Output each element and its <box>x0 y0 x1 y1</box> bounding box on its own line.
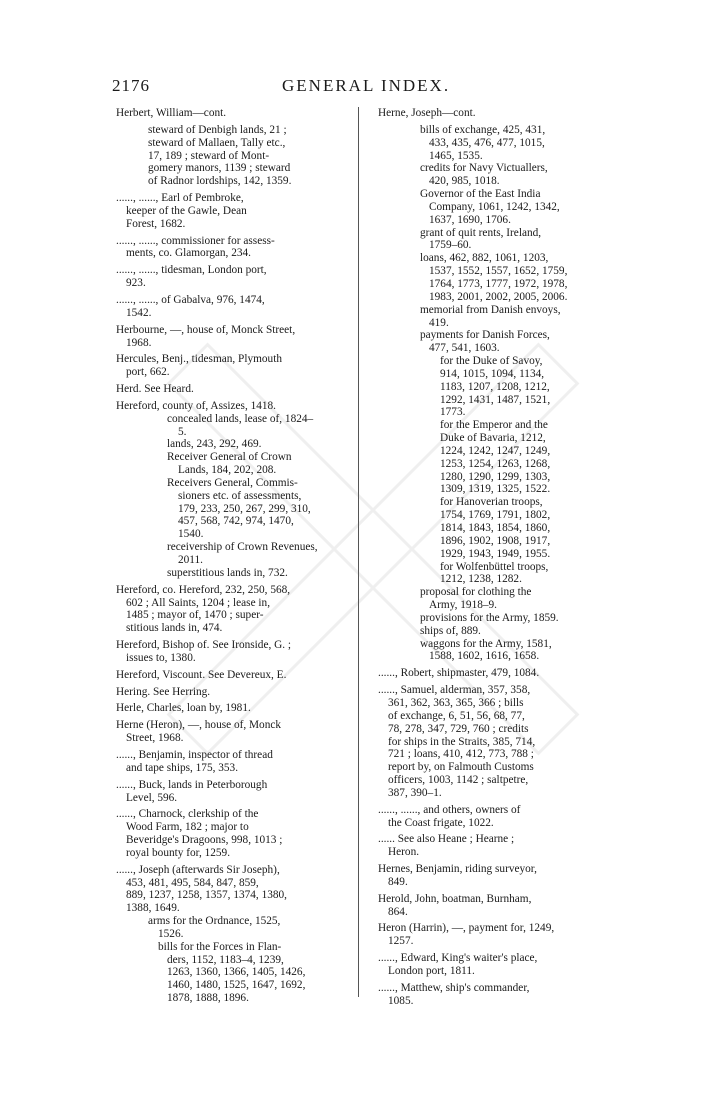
index-entry-line: 1292, 1431, 1487, 1521, <box>440 393 551 406</box>
index-entry-line: 889, 1237, 1258, 1357, 1374, 1380, <box>126 889 287 902</box>
index-entry <box>378 833 611 859</box>
index-entry-heading: Hereford, county of, Assizes, 1418. <box>116 399 277 412</box>
index-entry-line: for Wolfenbüttel troops, <box>440 560 549 573</box>
index-entry-line: and tape ships, 175, 353. <box>126 761 239 774</box>
index-entry <box>116 107 350 120</box>
index-entry-line: 1526. <box>158 927 184 940</box>
index-entry-heading: Heron (Harrin), —, payment for, 1249, <box>378 922 555 935</box>
index-entry-line: proposal for clothing the <box>420 586 532 599</box>
index-entry-line: 1773. <box>440 406 466 419</box>
index-entry-line: 1759–60. <box>429 239 472 252</box>
index-entry <box>116 749 350 775</box>
index-entry-line: 420, 985, 1018. <box>429 175 500 188</box>
index-entry <box>116 400 350 580</box>
index-entry-heading: ......, Benjamin, inspector of thread <box>116 748 273 761</box>
index-entry-line: royal bounty for, 1259. <box>126 846 231 859</box>
index-entry-line: 1540. <box>178 528 204 541</box>
index-entry <box>378 893 611 919</box>
index-entry <box>116 808 350 859</box>
index-entry-line: arms for the Ordnance, 1525, <box>148 915 281 928</box>
index-entry-heading: ......, Samuel, alderman, 357, 358, <box>378 684 531 697</box>
index-entry-line: grant of quit rents, Ireland, <box>420 226 542 239</box>
index-entry-line: 1257. <box>388 935 414 948</box>
index-entry-line: Street, 1968. <box>126 732 184 745</box>
index-entry-line: officers, 1003, 1142 ; saltpetre, <box>388 774 529 787</box>
index-entry-line: Company, 1061, 1242, 1342, <box>429 200 560 213</box>
index-entry-line: the Coast frigate, 1022. <box>388 816 494 829</box>
index-entry-line: 1224, 1242, 1247, 1249, <box>440 444 551 457</box>
index-entry-line: 1764, 1773, 1777, 1972, 1978, <box>429 277 568 290</box>
index-entry <box>116 294 350 320</box>
index-entry-line: memorial from Danish envoys, <box>420 303 561 316</box>
index-entry-line: of Radnor lordships, 142, 1359. <box>148 175 292 188</box>
index-entry-line: port, 662. <box>126 366 170 379</box>
index-entry-line: 1485 ; mayor of, 1470 ; super- <box>126 609 264 622</box>
index-entry-line: 2011. <box>178 554 203 566</box>
index-entry-line: 1929, 1943, 1949, 1955. <box>440 547 551 560</box>
index-entry-heading: Herold, John, boatman, Burnham, <box>378 892 532 905</box>
index-entry-line: Army, 1918–9. <box>429 599 497 612</box>
index-entry-line: Beveridge's Dragoons, 998, 1013 ; <box>126 834 283 847</box>
running-title: GENERAL INDEX. <box>282 76 451 95</box>
index-entry-heading: ...... See also Heane ; Hearne ; <box>378 833 515 846</box>
index-entry-line: 1537, 1552, 1557, 1652, 1759, <box>429 265 568 278</box>
index-entry-line: Forest, 1682. <box>126 217 186 230</box>
index-entry-line: waggons for the Army, 1581, <box>420 637 552 650</box>
index-entry <box>378 124 611 663</box>
index-entry-heading: bills of exchange, 425, 431, <box>420 123 546 136</box>
index-entry-line: steward of Mallaen, Tally etc., <box>148 136 286 149</box>
index-entry-heading: ......, ......, commissioner for assess- <box>116 234 275 247</box>
index-entry-heading: Hereford, Bishop of. See Ironside, G. ; <box>116 639 292 652</box>
right-index-column <box>378 107 611 1012</box>
index-entry-line: 914, 1015, 1094, 1134, <box>440 367 545 380</box>
index-entry-heading: Herbert, William—cont. <box>116 107 227 119</box>
index-entry-line: receivership of Crown Revenues, <box>167 541 318 554</box>
index-entry-line: gomery manors, 1139 ; steward <box>148 162 291 175</box>
index-entry <box>116 124 350 188</box>
index-entry <box>116 719 350 745</box>
index-entry-line: ders, 1152, 1183–4, 1239, <box>167 953 284 966</box>
index-entry-line: ments, co. Glamorgan, 234. <box>126 247 251 260</box>
index-entry-line: Duke of Bavaria, 1212, <box>440 432 546 445</box>
index-entry-line: 1085. <box>388 994 414 1007</box>
index-entry-line: 387, 390–1. <box>388 786 442 799</box>
index-entry-line: 602 ; All Saints, 1204 ; lease in, <box>126 596 271 609</box>
index-entry-heading: Hereford, co. Hereford, 232, 250, 568, <box>116 583 291 596</box>
index-entry <box>378 667 611 680</box>
index-entry-line: 78, 278, 347, 729, 760 ; credits <box>388 722 529 735</box>
index-entry-line: 453, 481, 495, 584, 847, 859, <box>126 876 259 889</box>
page-header <box>112 76 612 100</box>
index-entry-heading: Herne, Joseph—cont. <box>378 107 476 119</box>
index-entry-heading: steward of Denbigh lands, 21 ; <box>148 123 287 136</box>
index-entry-line: for ships in the Straits, 385, 714, <box>388 735 536 748</box>
index-entry-line: 1588, 1602, 1616, 1658. <box>429 650 540 663</box>
index-entry-line: 1754, 1769, 1791, 1802, <box>440 509 551 522</box>
index-entry-line: 1388, 1649. <box>126 902 180 915</box>
index-entry-heading: Hereford, Viscount. See Devereux, E. <box>116 668 287 681</box>
index-entry-line: London port, 1811. <box>388 965 475 977</box>
index-entry-line: 1183, 1207, 1208, 1212, <box>440 380 550 393</box>
index-entry-line: 923. <box>126 277 146 290</box>
index-entry-heading: ......, ......, of Gabalva, 976, 1474, <box>116 293 265 306</box>
index-entry-line: 1637, 1690, 1706. <box>429 213 511 226</box>
index-entry-line: for Hanoverian troops, <box>440 496 543 509</box>
index-entry-line: 1542. <box>126 306 152 319</box>
index-entry-line: report by, on Falmouth Customs <box>388 761 534 774</box>
index-entry-line: Lands, 184, 202, 208. <box>178 464 277 477</box>
index-entry-heading: ......, Charnock, clerkship of the <box>116 808 259 821</box>
index-entry-heading: ......, ......, Earl of Pembroke, <box>116 192 244 205</box>
index-entry <box>378 804 611 830</box>
index-entry-line: 849. <box>388 875 408 888</box>
index-entry <box>116 264 350 290</box>
index-entry-line: keeper of the Gawle, Dean <box>126 204 247 217</box>
index-entry <box>116 383 350 396</box>
index-entry-heading: Herle, Charles, loan by, 1981. <box>116 702 251 715</box>
index-entry-line: 1465, 1535. <box>429 149 483 162</box>
column-divider <box>358 107 359 997</box>
index-entry-line: Receivers General, Commis- <box>167 476 298 489</box>
index-entry-line: 1263, 1360, 1366, 1405, 1426, <box>167 966 306 979</box>
index-entry-heading: ......, Joseph (afterwards Sir Joseph), <box>116 863 280 876</box>
index-entry-line: 1309, 1319, 1325, 1522. <box>440 483 551 496</box>
index-entry-heading: Hering. See Herring. <box>116 685 211 698</box>
index-entry-heading: ......, ......, and others, owners of <box>378 803 521 816</box>
index-entry-heading: ......, Robert, shipmaster, 479, 1084. <box>378 667 540 680</box>
index-entry-line: 1460, 1480, 1525, 1647, 1692, <box>167 979 306 992</box>
index-entry <box>116 324 350 350</box>
index-entry-line: bills for the Forces in Flan- <box>158 940 282 953</box>
index-entry-line: 1280, 1290, 1299, 1303, <box>440 470 551 483</box>
index-entry-line: 433, 435, 476, 477, 1015, <box>429 136 545 149</box>
index-entry-line: 1968. <box>126 336 152 349</box>
index-entry-heading: ......, Buck, lands in Peterborough <box>116 778 268 791</box>
index-entry-line: 1212, 1238, 1282. <box>440 573 522 586</box>
index-entry <box>378 863 611 889</box>
index-entry-line: payments for Danish Forces, <box>420 329 550 342</box>
index-entry <box>116 235 350 261</box>
index-entry-line: 477, 541, 1603. <box>429 342 500 355</box>
index-entry-line: Receiver General of Crown <box>167 451 292 464</box>
index-entry <box>116 864 350 1005</box>
index-entry-line: Governor of the East India <box>420 188 541 201</box>
index-entry-line: 1896, 1902, 1908, 1917, <box>440 534 551 547</box>
index-entry <box>116 584 350 635</box>
left-index-column <box>116 107 350 1009</box>
index-entry-line: 864. <box>388 905 408 918</box>
index-entry <box>116 669 350 682</box>
index-entry-heading: Hercules, Benj., tidesman, Plymouth <box>116 353 282 366</box>
index-entry-line: issues to, 1380. <box>126 651 196 664</box>
index-entry-line: Heron. <box>388 846 420 859</box>
index-entry-line: 1814, 1843, 1854, 1860, <box>440 522 551 534</box>
index-entry-line: superstitious lands in, 732. <box>167 566 288 579</box>
index-entry <box>378 952 611 978</box>
index-entry <box>116 353 350 379</box>
index-entry-line: ships of, 889. <box>420 624 481 637</box>
index-entry-heading: Hernes, Benjamin, riding surveyor, <box>378 863 537 876</box>
index-entry <box>116 779 350 805</box>
index-entry-line: Wood Farm, 182 ; major to <box>126 821 249 834</box>
index-entry-heading: Herne (Heron), —, house of, Monck <box>116 719 282 732</box>
index-entry-heading: ......, Edward, King's waiter's place, <box>378 952 538 965</box>
index-entry <box>378 107 611 120</box>
index-entry-line: 1253, 1254, 1263, 1268, <box>440 457 551 470</box>
index-entry-line: 419. <box>429 316 449 329</box>
index-entry-line: credits for Navy Victuallers, <box>420 162 548 175</box>
index-entry-line: Level, 596. <box>126 791 178 804</box>
page-number: 2176 <box>112 76 150 95</box>
index-entry <box>116 686 350 699</box>
index-entry-line: for the Emperor and the <box>440 419 548 432</box>
index-entry <box>116 702 350 715</box>
index-entry-line: concealed lands, lease of, 1824– <box>167 412 314 425</box>
index-entry <box>116 192 350 231</box>
index-entry-heading: Herd. See Heard. <box>116 383 194 396</box>
index-entry-line: 361, 362, 363, 365, 366 ; bills <box>388 696 524 709</box>
index-entry-line: loans, 462, 882, 1061, 1203, <box>420 252 549 265</box>
index-entry-line: provisions for the Army, 1859. <box>420 611 559 624</box>
index-entry-line: 721 ; loans, 410, 412, 773, 788 ; <box>388 748 534 761</box>
index-entry-line: of exchange, 6, 51, 56, 68, 77, <box>388 709 525 722</box>
index-entry-line: 5. <box>178 425 187 438</box>
index-entry <box>378 922 611 948</box>
index-entry-heading: ......, Matthew, ship's commander, <box>378 981 530 994</box>
index-entry <box>378 684 611 800</box>
index-entry <box>116 639 350 665</box>
index-entry-line: for the Duke of Savoy, <box>440 355 543 368</box>
index-entry-line: 457, 568, 742, 974, 1470, <box>178 515 294 528</box>
index-entry-line: 1878, 1888, 1896. <box>167 992 249 1005</box>
index-entry-line: lands, 243, 292, 469. <box>167 438 262 451</box>
index-entry-line: stitious lands in, 474. <box>126 622 223 635</box>
index-entry-line: 179, 233, 250, 267, 299, 310, <box>178 502 311 515</box>
index-entry <box>378 982 611 1008</box>
index-entry-heading: Herbourne, —, house of, Monck Street, <box>116 323 296 336</box>
index-entry-line: 1983, 2001, 2002, 2005, 2006. <box>429 290 568 303</box>
index-entry-line: sioners etc. of assessments, <box>178 489 302 502</box>
index-entry-line: 17, 189 ; steward of Mont- <box>148 149 270 162</box>
index-entry-heading: ......, ......, tidesman, London port, <box>116 264 267 277</box>
